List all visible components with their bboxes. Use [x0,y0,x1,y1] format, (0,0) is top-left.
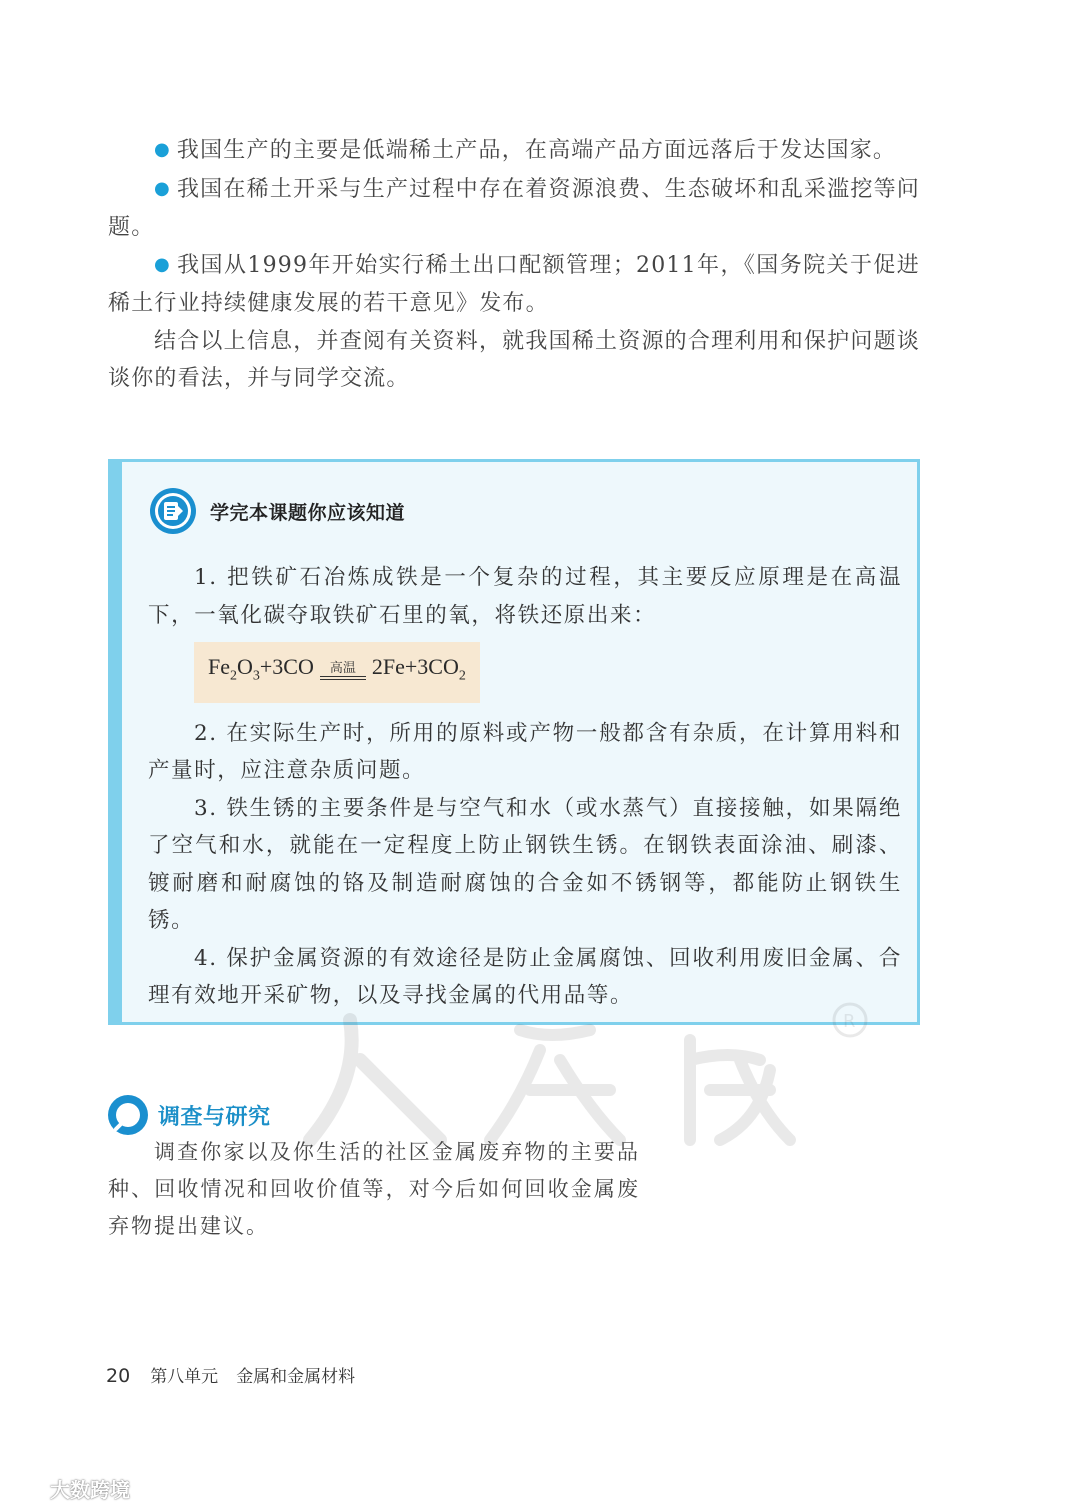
knowledge-body [148,559,902,1015]
top-text-block [108,132,920,398]
knowledge-item-3: 3. 铁生锈的主要条件是与空气和水（或水蒸气）直接接触，如果隔绝了空气和水，就能在一定程度上防止钢铁生锈。在钢铁表面涂油、刷漆、镀耐磨和耐腐蚀的铬及制造耐腐蚀的合金如不锈钢等，都能防止钢铁生锈。 [148,795,902,934]
page-number: 20 [106,1365,131,1387]
knowledge-summary-box [108,459,920,1025]
equation-reactants: $Fe_2O_3+3CO$ [208,654,314,684]
svg-text:R: R [843,1011,856,1032]
page-footer [106,1362,355,1387]
double-line-icon [320,676,366,680]
bullet-item [108,132,920,171]
survey-title: 调查与研究 [158,1104,271,1130]
chemical-equation [194,642,480,703]
knowledge-item-2: 2. 在实际生产时，所用的原料或产物一般都含有杂质，在计算用料和产量时，应注意杂质问题。 [148,720,902,784]
bullet-dot-icon: ● [154,177,171,199]
corner-logo-text: 大数跨境 [50,1478,130,1502]
knowledge-header [148,486,405,536]
survey-body [108,1134,640,1245]
brand-logo-icon [8,1475,48,1503]
bullet-text: 我国生产的主要是低端稀土产品，在高端产品方面远落后于发达国家。 [176,138,897,163]
bullet-text: 我国在稀土开采与生产过程中存在着资源浪费、生态破坏和乱采滥挖等问题。 [108,176,921,240]
bullet-dot-icon: ● [154,253,172,275]
book-summary-icon [148,486,198,536]
footer-unit: 第八单元 [150,1367,219,1387]
corner-logo [8,1474,130,1503]
footer-chapter: 金属和金属材料 [236,1367,356,1387]
magnifier-icon [106,1093,150,1137]
bullet-text: 我国从1999年开始实行稀土出口配额管理；2011年，《国务院关于促进稀土行业持续健康发展的若干意见》发布。 [108,252,920,316]
reaction-condition: 高温 [329,661,356,677]
discussion-paragraph: 结合以上信息，并查阅有关资料，就我国稀土资源的合理利用和保护问题谈谈你的看法，并与同学交流。 [108,328,920,391]
knowledge-item-4: 4. 保护金属资源的有效途径是防止金属腐蚀、回收利用废旧金属、合理有效地开采矿物，以及寻找金属的代用品等。 [148,945,902,1009]
bullet-item [108,247,920,323]
knowledge-item-1: 1. 把铁矿石冶炼成铁是一个复杂的过程，其主要反应原理是在高温下，一氧化碳夺取铁矿石里的氧，将铁还原出来： [148,565,902,628]
bullet-item [108,171,920,247]
survey-paragraph: 调查你家以及你生活的社区金属废弃物的主要品种、回收情况和回收价值等，对今后如何回收金属废弃物提出建议。 [108,1140,640,1238]
equation-products: $2Fe+3CO_2$ [371,654,466,684]
bullet-dot-icon: ● [154,139,171,160]
publisher-watermark [290,1000,910,1150]
equation-reaction-sign [320,662,366,680]
knowledge-title: 学完本课题你应该知道 [210,501,406,524]
survey-header [106,1093,271,1137]
